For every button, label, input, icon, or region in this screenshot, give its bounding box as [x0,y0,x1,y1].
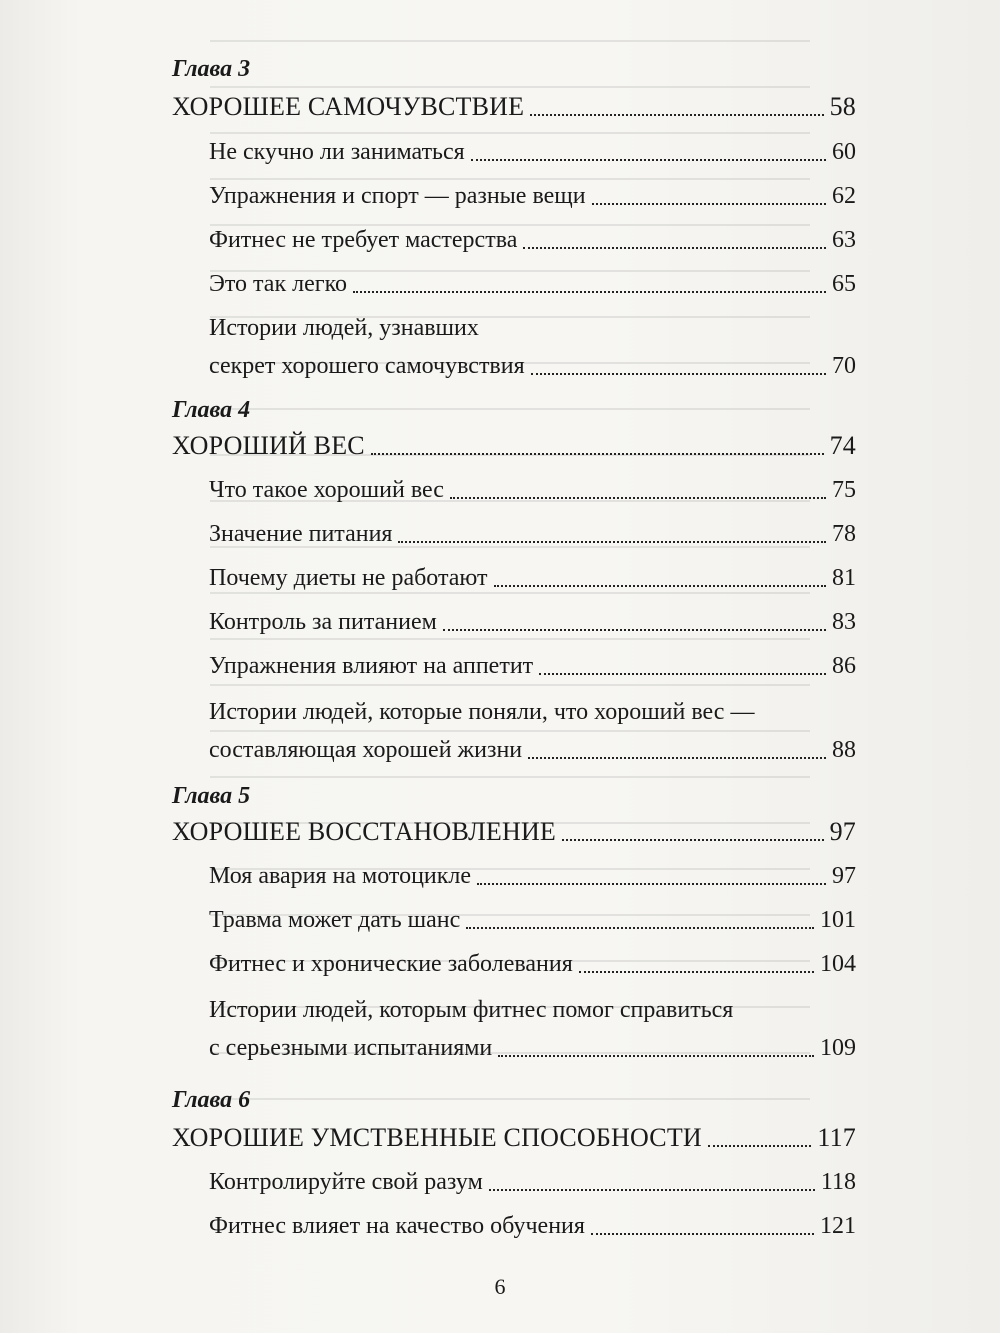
chapter-title: ХОРОШЕЕ САМОЧУВСТВИЕ [172,92,525,121]
leader-dots [708,1145,811,1147]
entry-title: Фитнес и хронические заболевания [209,951,573,977]
toc-entry [172,181,856,211]
chapter-label: Глава 3 [172,56,251,82]
entry-title-line1: Истории людей, которые поняли, что хороший вес — [209,699,755,725]
chapter-title: ХОРОШЕЕ ВОССТАНОВЛЕНИЕ [172,817,557,846]
chapter-4 [172,393,856,765]
entry-title-line1: Истории людей, которым фитнес помог справиться [209,997,734,1023]
chapter-title-row [172,431,856,461]
leader-dots [398,541,826,543]
entry-title: Травма может дать шанс [209,907,461,933]
leader-dots [523,247,826,249]
page-ref: 97 [829,817,856,846]
entry-title-line1: Истории людей, узнавших [209,315,479,341]
table-of-contents [172,52,856,1241]
chapter-label: Глава 4 [172,397,251,423]
entry-title: Контроль за питанием [209,609,437,635]
leader-dots [471,159,826,161]
toc-entry [172,225,856,255]
leader-dots [494,585,826,587]
page-ref: 74 [829,431,856,460]
leader-dots [530,114,823,116]
toc-entry-multiline [172,995,856,1063]
leader-dots [450,497,826,499]
page-ref: 86 [832,653,856,679]
leader-dots [531,373,826,375]
page-ref: 109 [820,1035,856,1061]
leader-dots [528,757,826,759]
chapter-title-row [172,92,856,122]
toc-entry-multiline [172,313,856,381]
page-ref: 83 [832,609,856,635]
entry-title: Значение питания [209,521,393,547]
page-ref: 81 [832,565,856,591]
entry-title: Не скучно ли заниматься [209,139,465,165]
page-ref: 58 [829,92,856,121]
page-ref: 117 [817,1123,856,1152]
toc-entry [172,563,856,593]
toc-entry [172,607,856,637]
chapter-label: Глава 6 [172,1087,251,1113]
chapter-6 [172,1083,856,1241]
page-ref: 121 [820,1213,856,1239]
entry-title: Упражнения влияют на аппетит [209,653,534,679]
chapter-title-row [172,817,856,847]
toc-entry [172,949,856,979]
entry-title: Это так легко [209,271,348,297]
chapter-title-row [172,1123,856,1153]
entry-title: Фитнес не требует мастерства [209,227,518,253]
leader-dots [371,453,824,455]
toc-entry [172,1211,856,1241]
leader-dots [498,1055,814,1057]
entry-title: Почему диеты не работают [209,565,488,591]
leader-dots [591,1233,814,1235]
entry-last-line [209,735,856,765]
leader-dots [579,971,814,973]
entry-title: составляющая хорошей жизни [209,737,523,763]
leader-dots [489,1189,815,1191]
toc-entry [172,905,856,935]
page-ref: 75 [832,477,856,503]
page-number: 6 [494,1274,506,1299]
chapter-label: Глава 5 [172,783,251,809]
toc-entry [172,651,856,681]
page-ref: 60 [832,139,856,165]
toc-entry [172,519,856,549]
leader-dots [477,883,826,885]
chapter-title: ХОРОШИЕ УМСТВЕННЫЕ СПОСОБНОСТИ [172,1123,702,1152]
entry-title: секрет хорошего самочувствия [209,353,525,379]
toc-entry-multiline [172,697,856,765]
chapter-5 [172,779,856,1063]
page-ref: 63 [832,227,856,253]
page-ref: 97 [832,863,856,889]
toc-entry [172,269,856,299]
chapter-title: ХОРОШИЙ ВЕС [172,431,365,460]
leader-dots [353,291,826,293]
toc-entry [172,1167,856,1197]
entry-title: Что такое хороший вес [209,477,444,503]
page-ref: 65 [832,271,856,297]
entry-title: Моя авария на мотоцикле [209,863,472,889]
chapter-3 [172,52,856,381]
entry-title: Контролируйте свой разум [209,1169,483,1195]
toc-entry [172,861,856,891]
page-ref: 62 [832,183,856,209]
leader-dots [562,839,824,841]
page-ref: 70 [832,353,856,379]
entry-title: с серьезными испытаниями [209,1035,493,1061]
page-ref: 104 [820,951,856,977]
leader-dots [443,629,826,631]
page-ref: 88 [832,737,856,763]
leader-dots [466,927,814,929]
toc-entry [172,137,856,167]
entry-title: Фитнес влияет на качество обучения [209,1213,585,1239]
entry-last-line [209,351,856,381]
page-ref: 101 [820,907,856,933]
page-ref: 118 [820,1169,856,1195]
toc-entry [172,475,856,505]
entry-title: Упражнения и спорт — разные вещи [209,183,586,209]
leader-dots [539,673,826,675]
page-ref: 78 [832,521,856,547]
entry-last-line [209,1033,856,1063]
leader-dots [592,203,826,205]
